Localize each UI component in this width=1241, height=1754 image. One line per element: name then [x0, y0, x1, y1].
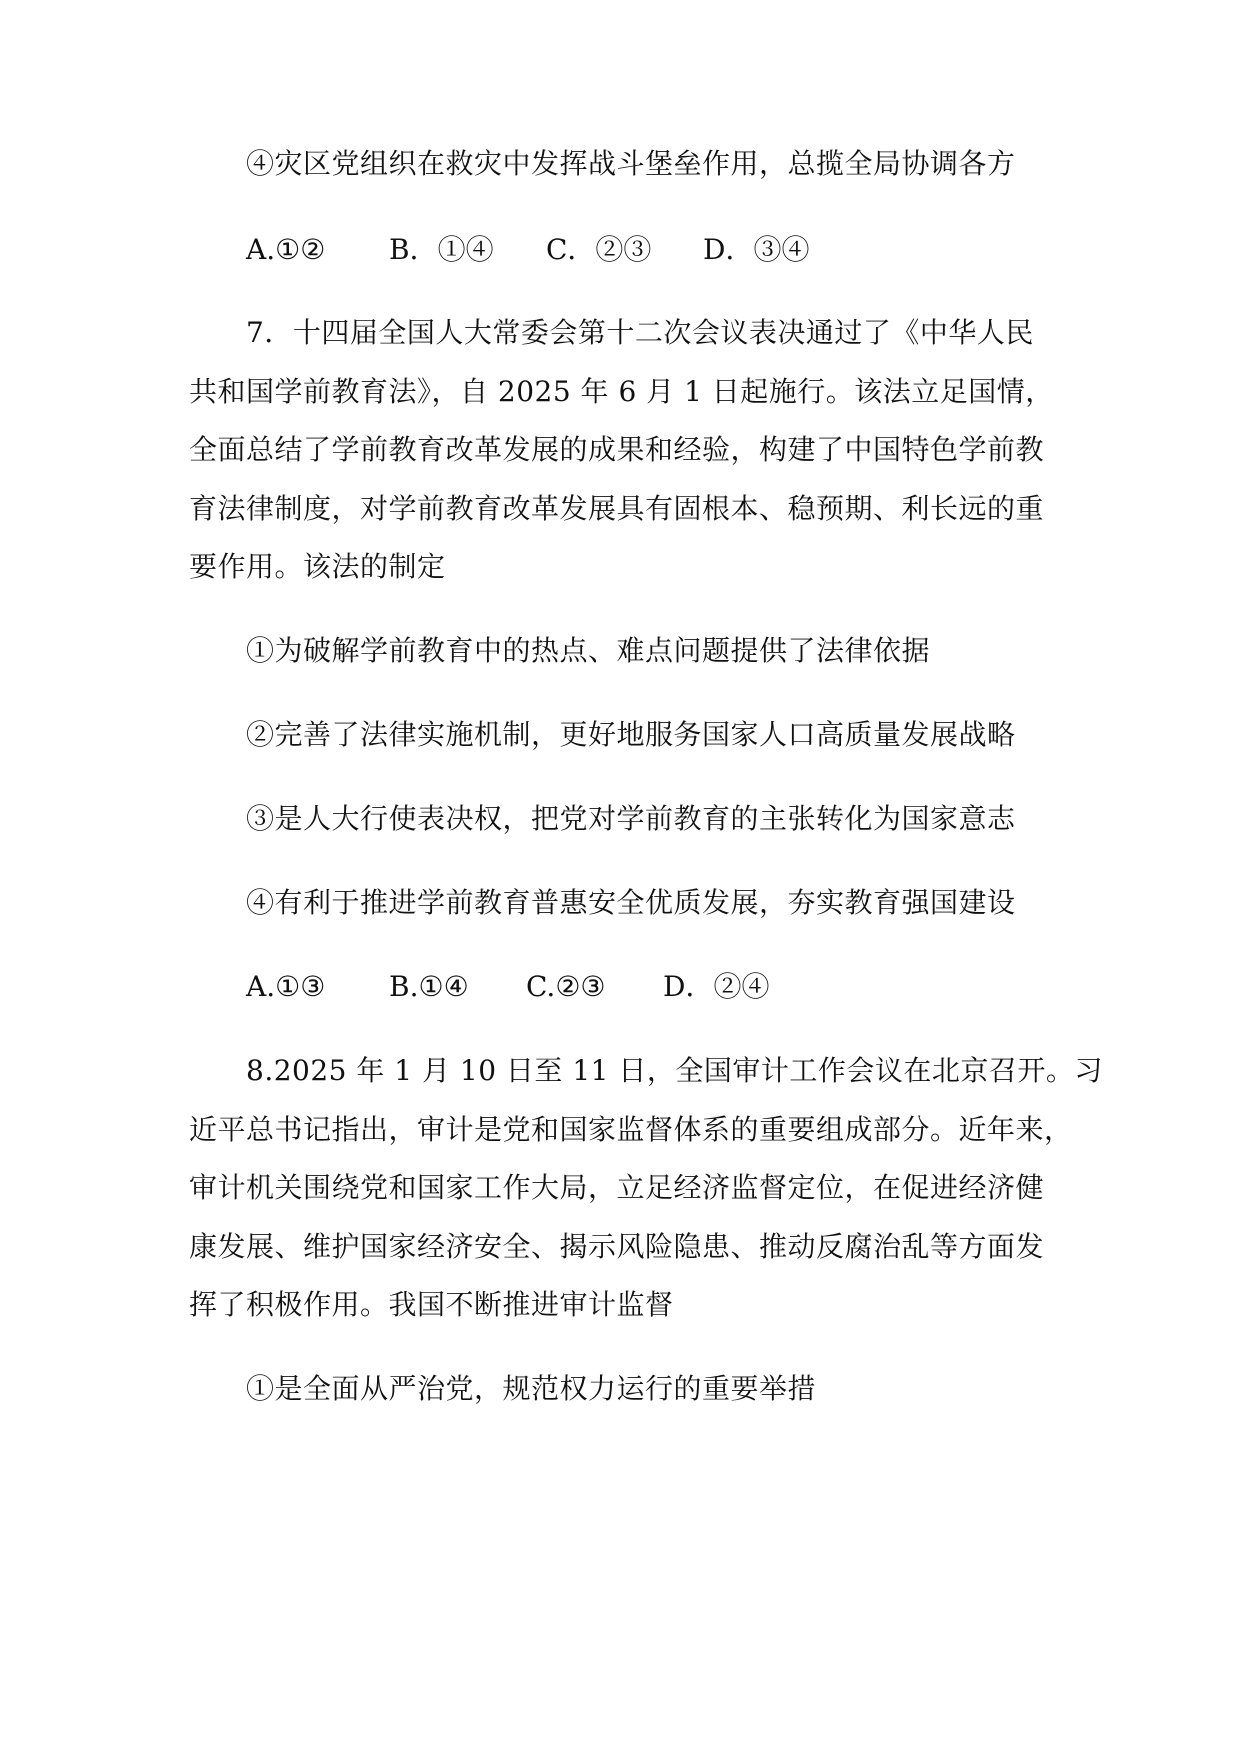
- q7-stem-line-2: 共和国学前教育法》，自 2025 年 6 月 1 日起施行。该法立足国情，: [189, 375, 1054, 408]
- q7-item-3: ③是人大行使表决权，把党对学前教育的主张转化为国家意志: [246, 802, 1016, 835]
- q7-option-d: D．②④: [663, 970, 770, 1003]
- q7-stem-line-4: 育法律制度，对学前教育改革发展具有固根本、稳预期、利长远的重: [189, 492, 1045, 525]
- q7-stem-line-1: 7．十四届全国人大常委会第十二次会议表决通过了《中华人民: [246, 316, 1034, 349]
- q6-item-4: ④灾区党组织在救灾中发挥战斗堡垒作用，总揽全局协调各方: [246, 147, 1016, 180]
- q7-item-4: ④有利于推进学前教育普惠安全优质发展，夯实教育强国建设: [246, 886, 1016, 919]
- q6-option-d: D．③④: [703, 233, 810, 266]
- q8-stem-line-5: 挥了积极作用。我国不断推进审计监督: [189, 1288, 674, 1321]
- q7-item-1: ①为破解学前教育中的热点、难点问题提供了法律依据: [246, 634, 931, 667]
- q7-stem-line-3: 全面总结了学前教育改革发展的成果和经验，构建了中国特色学前教: [189, 433, 1045, 466]
- q8-stem-line-4: 康发展、维护国家经济安全、揭示风险隐患、推动反腐治乱等方面发: [189, 1230, 1045, 1263]
- q6-option-b: B．①④: [389, 233, 494, 266]
- q6-option-c: C．②③: [546, 233, 652, 266]
- q7-option-c: C.②③: [526, 970, 606, 1003]
- q7-stem-line-5: 要作用。该法的制定: [189, 550, 446, 583]
- q8-item-1: ①是全面从严治党，规范权力运行的重要举措: [246, 1372, 817, 1405]
- q8-stem-line-1: 8.2025 年 1 月 10 日至 11 日，全国审计工作会议在北京召开。习: [246, 1054, 1103, 1087]
- q7-option-b: B.①④: [389, 970, 469, 1003]
- q7-option-a: A.①③: [246, 970, 326, 1003]
- q8-stem-line-2: 近平总书记指出，审计是党和国家监督体系的重要组成部分。近年来，: [189, 1113, 1073, 1146]
- q6-option-a: A.①②: [246, 233, 326, 266]
- q7-item-2: ②完善了法律实施机制，更好地服务国家人口高质量发展战略: [246, 718, 1016, 751]
- q8-stem-line-3: 审计机关围绕党和国家工作大局，立足经济监督定位，在促进经济健: [189, 1171, 1045, 1204]
